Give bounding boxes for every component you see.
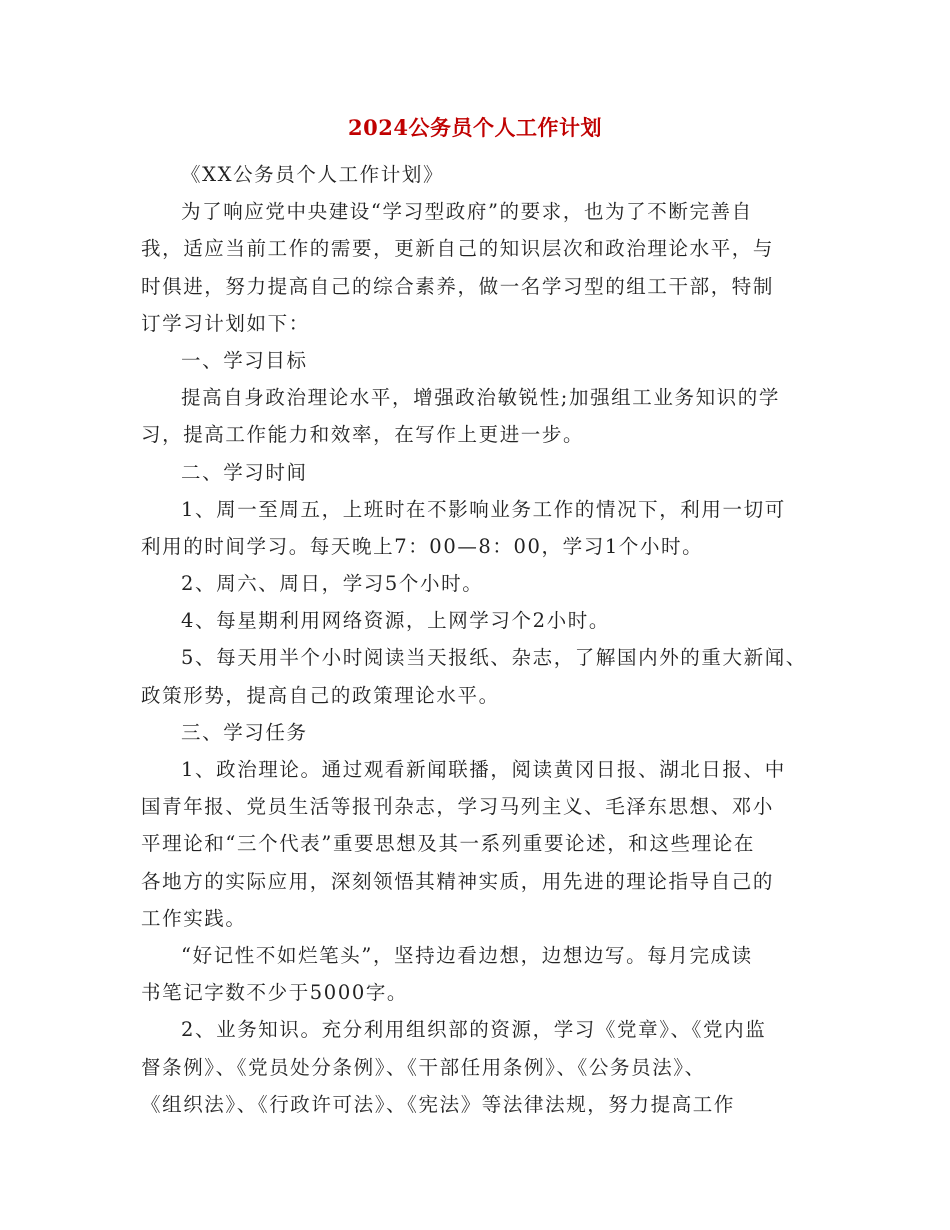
body-line: 4、每星期利用网络资源，上网学习个2小时。: [181, 609, 610, 633]
body-line: 5、每天用半个小时阅读当天报纸、杂志，了解国内外的重大新闻、: [181, 646, 807, 670]
body-line: 督条例》、《党员处分条例》、《干部任用条例》、《公务员法》、: [141, 1055, 706, 1079]
body-line: 订学习计划如下：: [141, 311, 310, 335]
body-line: 提高自身政治理论水平，增强政治敏锐性;加强组工业务知识的学: [181, 386, 780, 410]
body-line: 1、政治理论。通过观看新闻联播，阅读黄冈日报、湖北日报、中: [181, 758, 786, 781]
body-line: 利用的时间学习。每天晚上7：00—8：00，学习1个小时。: [141, 534, 704, 558]
body-line: 工作实践。: [141, 906, 247, 930]
body-line: 二、学习时间: [181, 460, 308, 484]
body-line: “好记性不如烂笔头”，坚持边看边想，边想边写。每月完成读: [181, 943, 753, 967]
body-line: 《组织法》、《行政许可法》、《宪法》等法律法规，努力提高工作: [141, 1092, 736, 1116]
body-line: 《XX公务员个人工作计划》: [181, 163, 445, 186]
body-line: 习，提高工作能力和效率，在写作上更进一步。: [141, 423, 585, 447]
body-line: 2、周六、周日，学习5个小时。: [181, 572, 484, 596]
body-line: 我，适应当前工作的需要，更新自己的知识层次和政治理论水平，与: [141, 237, 775, 261]
body-line: 一、学习目标: [181, 348, 308, 372]
body-line: 政策形势，提高自己的政策理论水平。: [141, 683, 500, 707]
body-line: 各地方的实际应用，深刻领悟其精神实质，用先进的理论指导自己的: [141, 869, 775, 893]
body-line: 三、学习任务: [181, 720, 308, 744]
body-line: 1、周一至周五，上班时在不影响业务工作的情况下，利用一切可: [181, 497, 786, 521]
body-line: 2、业务知识。充分利用组织部的资源，学习《党章》、《党内监: [181, 1018, 767, 1042]
body-line: 国青年报、党员生活等报刊杂志，学习马列主义、毛泽东思想、邓小: [141, 795, 775, 819]
body-line: 书笔记字数不少于5000字。: [141, 981, 409, 1005]
document-body: [141, 156, 821, 1123]
body-line: 为了响应党中央建设“学习型政府”的要求，也为了不断完善自: [181, 200, 753, 224]
document-title: 2024公务员个人工作计划: [348, 115, 602, 140]
body-line: 平理论和“三个代表”重要思想及其一系列重要论述，和这些理论在: [141, 832, 755, 856]
body-line: 时俱进，努力提高自己的综合素养，做一名学习型的组工干部，特制: [141, 274, 775, 298]
